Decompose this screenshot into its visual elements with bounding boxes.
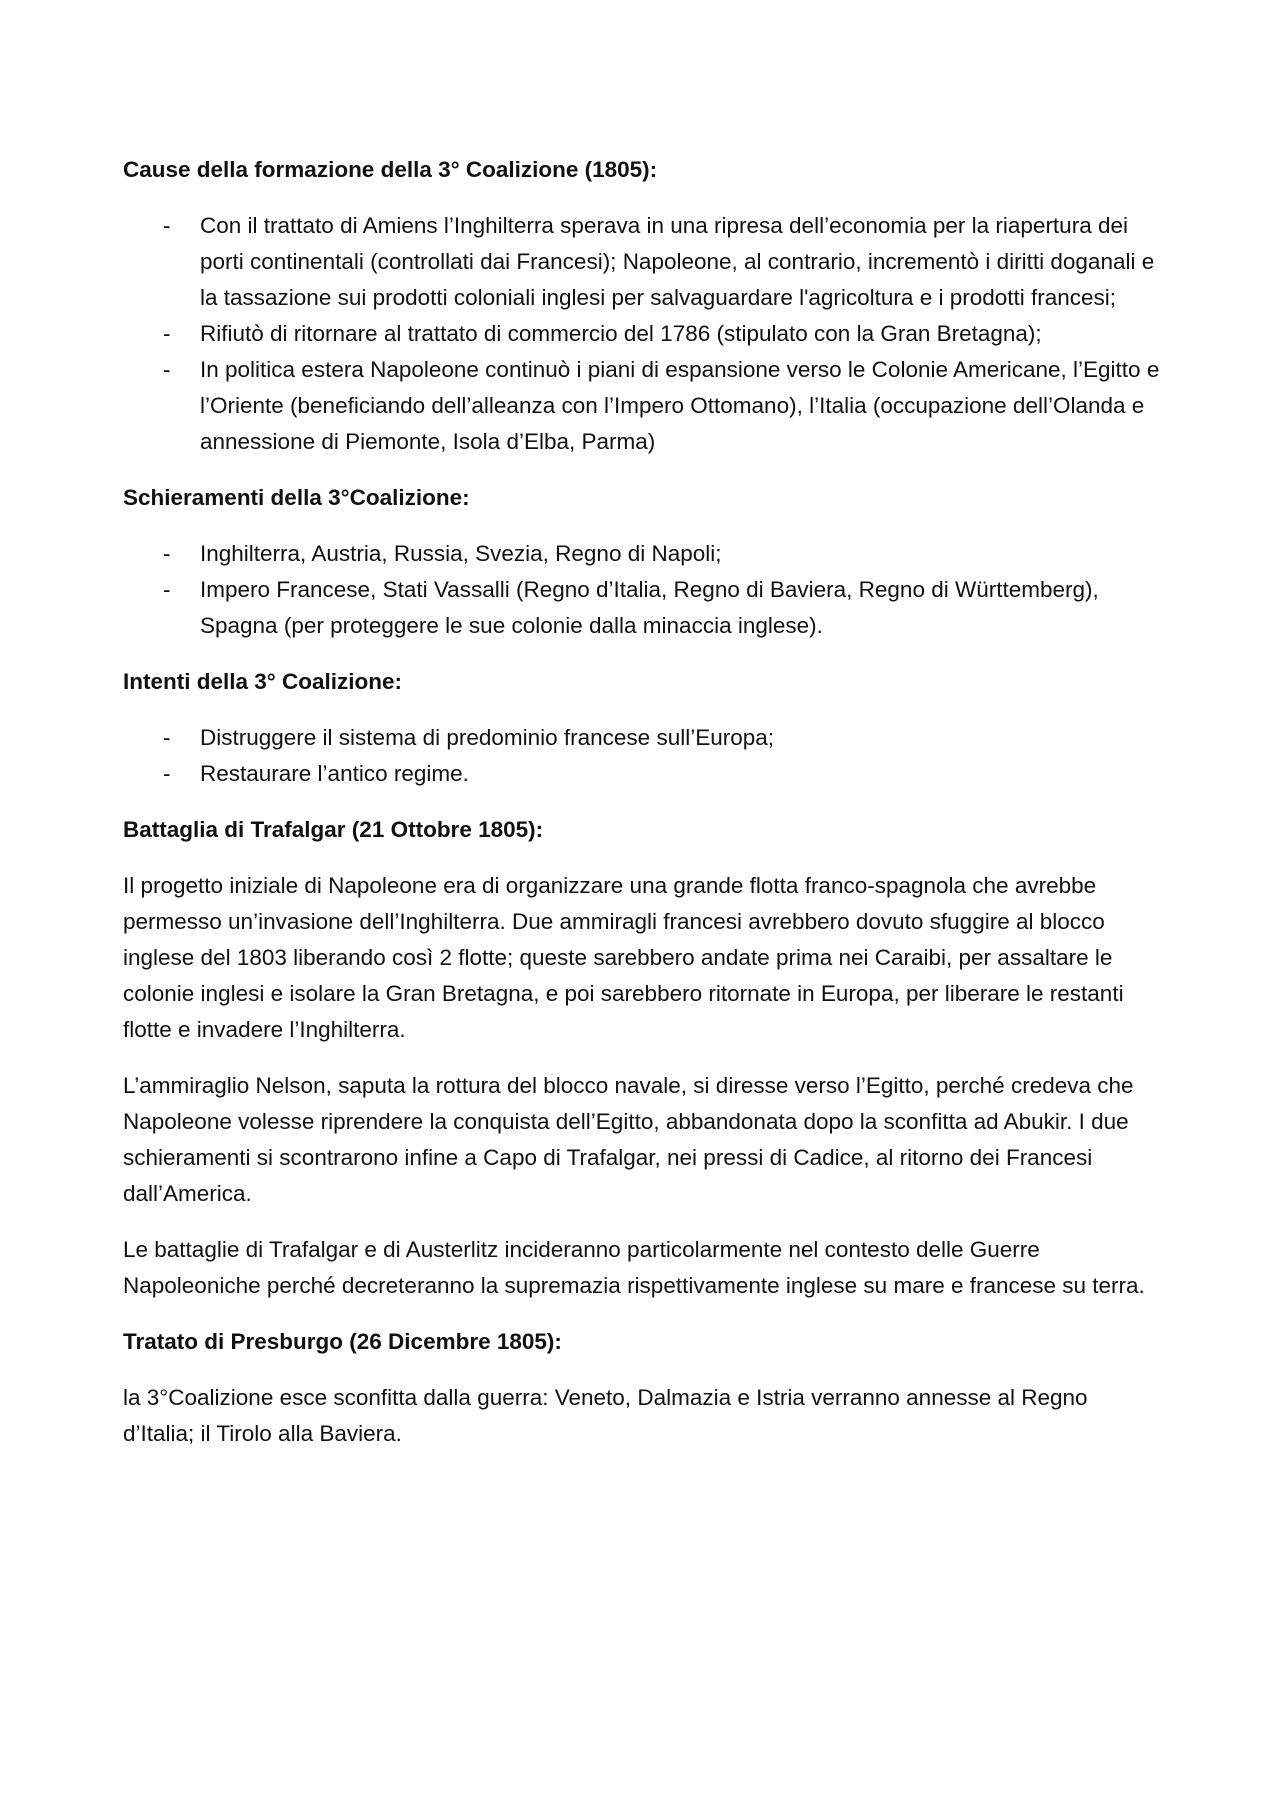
bullet-dash: - — [163, 541, 171, 566]
bullet-dash: - — [163, 321, 171, 346]
bullet-dash: - — [163, 213, 171, 238]
paragraph: la 3°Coalizione esce sconfitta dalla guerra: Veneto, Dalmazia e Istria verranno annesse al Regno d’Italia; il Tirolo alla Baviera. — [123, 1385, 1088, 1446]
paragraph: Il progetto iniziale di Napoleone era di organizzare una grande flotta franco-spagnola che avrebbe permesso un’invasione dell’Inghilterra. Due ammiragli francesi avrebbero dovuto sfuggire al blocco inglese del 1803 liberando così 2 flotte; queste sarebbero andate prima nei Caraibi, per assaltare le colonie inglesi e isolare la Gran Bretagna, e poi sarebbero ritornate in Europa, per liberare le restanti flotte e invadere l’Inghilterra. — [123, 873, 1124, 1042]
document-page — [123, 152, 1163, 1472]
list-item — [123, 208, 1163, 316]
list-intenti — [123, 720, 1163, 792]
list-item-text: Inghilterra, Austria, Russia, Svezia, Regno di Napoli; — [200, 541, 722, 566]
list-item-text: Rifiutò di ritornare al trattato di commercio del 1786 (stipulato con la Gran Bretagna); — [200, 321, 1042, 346]
list-item — [123, 572, 1163, 644]
bullet-dash: - — [163, 761, 171, 786]
bullet-dash: - — [163, 725, 171, 750]
list-item — [123, 536, 1163, 572]
list-item — [123, 720, 1163, 756]
bullet-dash: - — [163, 357, 171, 382]
paragraph: Le battaglie di Trafalgar e di Austerlitz incideranno particolarmente nel contesto delle Guerre Napoleoniche perché decreteranno la supremazia rispettivamente inglese su mare e francese su terra. — [123, 1237, 1145, 1298]
section-heading-schieramenti: Schieramenti della 3°Coalizione: — [123, 485, 470, 510]
list-item — [123, 756, 1163, 792]
bullet-dash: - — [163, 577, 171, 602]
section-heading-presburgo: Tratato di Presburgo (26 Dicembre 1805): — [123, 1329, 562, 1354]
list-item-text: Impero Francese, Stati Vassalli (Regno d’Italia, Regno di Baviera, Regno di Württemberg), Spagna (per proteggere le sue colonie dalla minaccia inglese). — [200, 577, 1099, 638]
section-heading-trafalgar: Battaglia di Trafalgar (21 Ottobre 1805): — [123, 817, 544, 842]
list-item-text: Con il trattato di Amiens l’Inghilterra sperava in una ripresa dell’economia per la riapertura dei porti continentali (controllati dai Francesi); Napoleone, al contrario, incrementò i diritti doganali e la tassazione sui prodotti coloniali inglesi per salvaguardare l'agricoltura e i prodotti francesi; — [200, 213, 1155, 310]
paragraph: L’ammiraglio Nelson, saputa la rottura del blocco navale, si diresse verso l’Egitto, perché credeva che Napoleone volesse riprendere la conquista dell’Egitto, abbandonata dopo la sconfitta ad Abukir. I due schieramenti si scontrarono infine a Capo di Trafalgar, nei pressi di Cadice, al ritorno dei Francesi dall’America. — [123, 1073, 1134, 1206]
list-item-text: Restaurare l’antico regime. — [200, 761, 469, 786]
list-cause — [123, 208, 1163, 460]
list-item — [123, 316, 1163, 352]
list-item — [123, 352, 1163, 460]
list-item-text: Distruggere il sistema di predominio francese sull’Europa; — [200, 725, 775, 750]
list-schieramenti — [123, 536, 1163, 644]
list-item-text: In politica estera Napoleone continuò i piani di espansione verso le Colonie Americane, l’Egitto e l’Oriente (beneficiando dell’alleanza con l’Impero Ottomano), l’Italia (occupazione dell’Olanda e annessione di Piemonte, Isola d’Elba, Parma) — [200, 357, 1160, 454]
section-heading-cause: Cause della formazione della 3° Coalizione (1805): — [123, 157, 658, 182]
section-heading-intenti: Intenti della 3° Coalizione: — [123, 669, 403, 694]
